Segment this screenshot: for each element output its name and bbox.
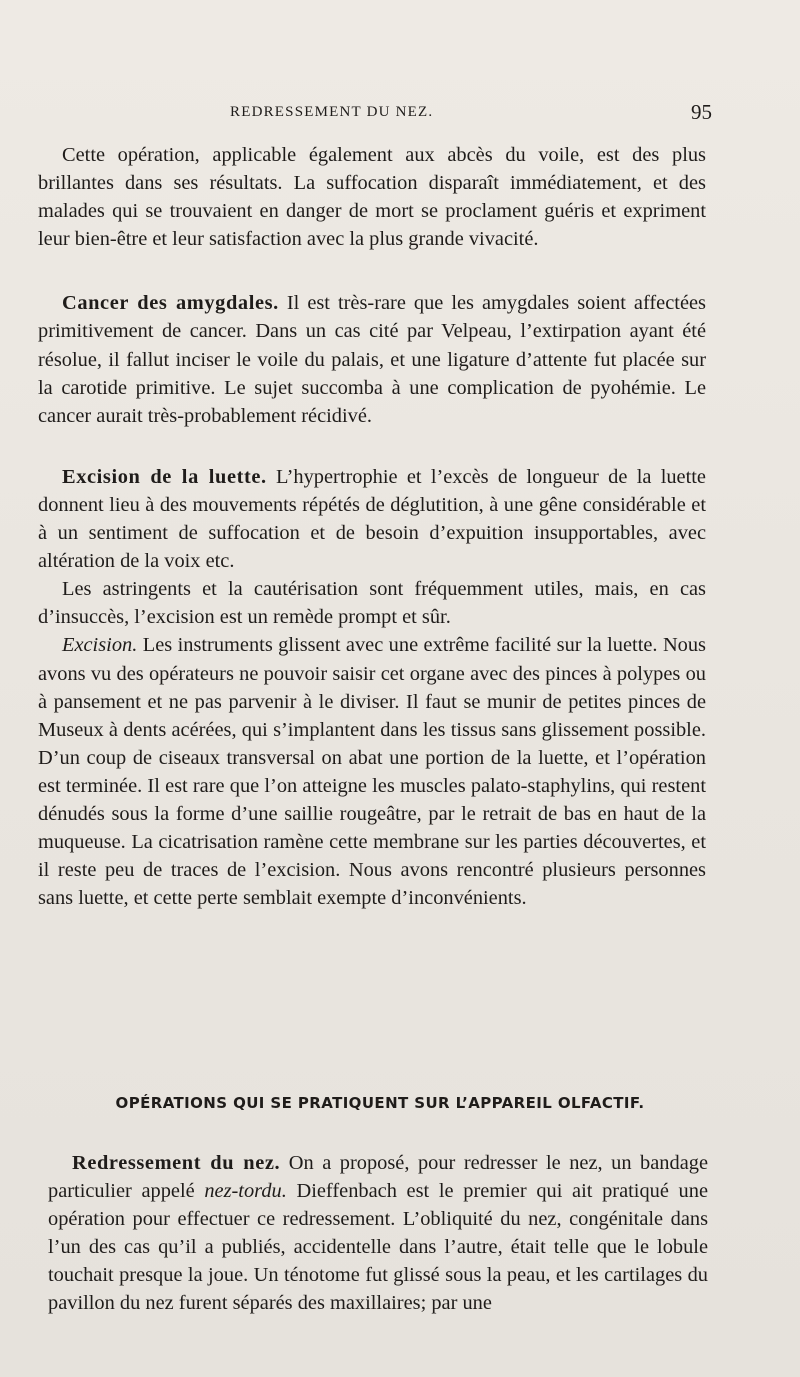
rubric-cancer-amygdales: Cancer des amygdales. bbox=[62, 292, 279, 315]
paragraph-nez-text-2: Dieffenbach est le premier qui ait pratiqué une opération pour effectuer ce redressement. L’obliquité du nez, congénitale dans l’un des cas qu’il a publiés, accidentelle dans l’autre, était telle que le lobule touchait presque la joue. Un ténotome fut glissé sous la peau, et les cartilages du pavillon du nez furent séparés des maxillaires; par une bbox=[48, 1180, 709, 1315]
body-text-nez bbox=[48, 1149, 708, 1318]
excision-italic-label: Excision. bbox=[62, 634, 138, 657]
nez-tordu-italic: nez-tordu. bbox=[204, 1180, 287, 1203]
paragraph-nez-text-1: On a proposé, pour redresser le nez, un bandage particulier appelé bbox=[48, 1152, 708, 1203]
paragraph-excision-method bbox=[38, 631, 706, 912]
rubric-redressement-nez: Redressement du nez. bbox=[72, 1152, 281, 1174]
rubric-excision-luette: Excision de la luette. bbox=[62, 465, 267, 488]
body-text bbox=[38, 141, 706, 912]
paragraph-astringents: Les astringents et la cautérisation sont fréquemment utiles, mais, en cas d’insuccès, l’excision est un remède prompt et sûr. bbox=[38, 578, 706, 629]
section-heading: OPÉRATIONS QUI SE PRATIQUENT SUR L’APPAREIL OLFACTIF. bbox=[115, 1094, 645, 1112]
paragraph-redressement-nez bbox=[48, 1149, 708, 1318]
paragraph-excision-luette bbox=[38, 463, 706, 575]
running-title: REDRESSEMENT DU NEZ. bbox=[230, 104, 434, 120]
paragraph-cancer-amygdales bbox=[38, 289, 706, 429]
paragraph-excision-detail: Les instruments glissent avec une extrême facilité sur la luette. Nous avons vu des opérateurs ne pouvoir saisir cet organe avec des pinces à polypes ou à pansement et ne pas parvenir à le diviser. Il faut se munir de petites pinces de Museux à dents acérées, qui s’implantent dans les tissus sans glissement possible. D’un coup de ciseaux transversal on abat une portion de la luette, et l’opération est terminée. Il est rare que l’on atteigne les muscles palato-staphylins, qui restent dénudés sous la forme d’une saillie rougeâtre, par le retrait de bas en haut de la muqueuse. La cicatrisation ramène cette membrane sur les parties découvertes, et il reste peu de traces de l’excision. Nous avons rencontré plusieurs personnes sans luette, et cette perte semblait exempte d’inconvénients. bbox=[38, 634, 706, 910]
paragraph-abces: Cette opération, applicable également aux abcès du voile, est des plus brillantes dans ses résultats. La suffocation disparaît immédiatement, et des malades qui se trouvaient en danger de mort se proclament guéris et expriment leur bien-être et leur satisfaction avec la plus grande vivacité. bbox=[38, 144, 706, 251]
running-head bbox=[40, 100, 712, 132]
paragraph-excision-text: L’hypertrophie et l’excès de longueur de la luette donnent lieu à des mouvements répétés de déglutition, à une gêne considérable et à un sentiment de suffocation et de besoin d’expuition insupportables, avec altération de la voix etc. bbox=[38, 465, 706, 573]
page-number: 95 bbox=[691, 100, 712, 124]
paragraph-cancer-text: Il est très-rare que les amygdales soient affectées primitivement de cancer. Dans un cas cité par Velpeau, l’extirpation ayant été résolue, il fallut inciser le voile du palais, et une ligature d’attente fut placée sur la carotide primitive. Le sujet succomba à une complication de pyohémie. Le cancer aurait très-probablement récidivé. bbox=[38, 292, 706, 427]
